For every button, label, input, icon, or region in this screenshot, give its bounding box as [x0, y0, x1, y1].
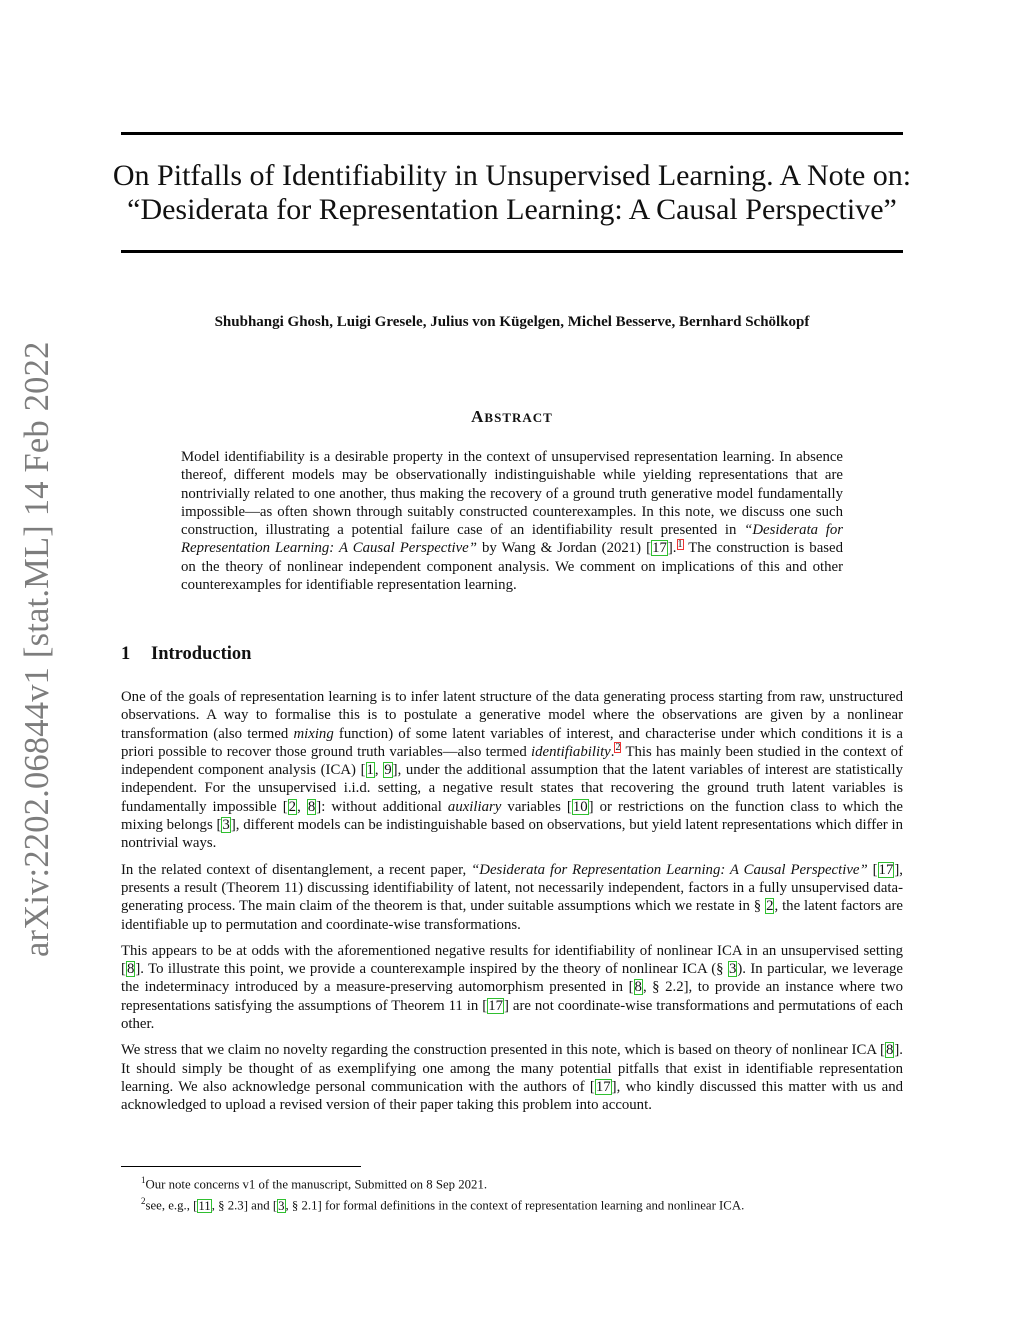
- abstract-segment: ].: [667, 540, 677, 557]
- paragraph-3: This appears to be at odds with the aforementioned negative results for identifiability of nonlinear ICA in an unsupervised setting [8]. To illustrate this point, we provide a counterexample inspired by the theory of nonlinear ICA (§ 3). In particular, we leverage the indeterminacy introduced by a measure-preserving automorphism presented in [8, § 2.2], to provide an instance where two representations satisfying the assumptions of Theorem 11 in [17] are not coordinate-wise transformations and permutations of each other.: [121, 942, 903, 1033]
- section-heading-introduction: [121, 644, 251, 665]
- abstract-text: [181, 448, 843, 594]
- footnote-1: $^1$Our note concerns v1 of the manuscript, Submitted on 8 Sep 2021.: [141, 1175, 488, 1192]
- title-top-rule: [121, 132, 903, 135]
- abstract-cited-title: “Desiderata for Representation Learning: A Causal Perspective”: [181, 522, 843, 557]
- paper-title-line-2: “Desiderata for Representation Learning: A Causal Perspective”: [127, 193, 897, 226]
- citation-link[interactable]: 17: [595, 1078, 611, 1095]
- footnotes: [121, 1172, 903, 1215]
- footnote-ref-2[interactable]: 2: [615, 741, 621, 753]
- abstract-heading-rest: BSTRACT: [484, 410, 553, 425]
- footnote-2: $^2$see, e.g., [11, § 2.3] and [3, § 2.1] for formal definitions in the context of representation learning and nonlinear ICA.: [141, 1196, 745, 1213]
- emphasis-auxiliary: auxiliary: [447, 798, 502, 815]
- author-list: Shubhangi Ghosh, Luigi Gresele, Julius von Kügelgen, Michel Besserve, Bernhard Schölkopf: [214, 314, 810, 330]
- emphasis-identifiability: identifiability: [531, 743, 611, 760]
- abstract-segment: by Wang & Jordan (2021) [: [476, 540, 652, 557]
- citation-link[interactable]: 17: [652, 540, 667, 557]
- paragraph-1: One of the goals of representation learning is to infer latent structure of the data generating process starting from raw, unstructured observations. A way to formalise this is to postulate a generative model where the observations are given by a nonlinear transformation (also termed mixing function) of some latent variables of interest, and characterise under which conditions it is a priori possible to recover those ground truth variables—also termed identifiability.$^2$ This has mainly been studied in the context of independent component analysis (ICA) [1, 9], under the additional assumption that the latent variables of interest are statistically independent. For the unsupervised i.i.d. setting, a negative result states that recovering the ground truth latent variables is fundamentally impossible [2, 8]: without additional auxiliary variables [10] or restrictions on the function class to which the mixing belongs [3], different models can be indistinguishable based on observations, but yield latent representations which differ in nontrivial ways.: [121, 689, 903, 852]
- citation-link[interactable]: 2: [288, 798, 297, 815]
- section-link[interactable]: 3: [728, 961, 737, 978]
- citation-link[interactable]: 1: [366, 762, 374, 779]
- abstract-segment: The construction is based on the theory of nonlinear independent component analysis. We comment on implications of this and other counterexamples for identifiable representation learning.: [181, 540, 843, 594]
- citation-link[interactable]: 3: [278, 1198, 285, 1213]
- citation-link[interactable]: 11: [198, 1198, 211, 1213]
- citation-link[interactable]: 8: [885, 1042, 894, 1059]
- paper-title-line-1: On Pitfalls of Identifiability in Unsupervised Learning. A Note on:: [112, 159, 912, 192]
- section-link[interactable]: 2: [766, 898, 774, 915]
- arxiv-identifier-stamp: arXiv:2202.06844v1 [stat.ML] 14 Feb 2022: [18, 341, 56, 957]
- paragraph-4: We stress that we claim no novelty regarding the construction presented in this note, which is based on theory of nonlinear ICA [8]. It should simply be thought of as exemplifying one among the many potential pitfalls that exist in identifiable representation learning. We also acknowledge personal communication with the authors of [17], who kindly discussed this matter with us and acknowledged to upload a revised version of their paper taking this problem into account.: [121, 1042, 903, 1114]
- paragraph-2: In the related context of disentanglement, a recent paper, “Desiderata for Representation Learning: A Causal Perspective” [17], presents a result (Theorem 11) discussing identifiability of latent, not necessarily independent, factors in a fully unsupervised data-generating process. The main claim of the theorem is that, under suitable assumptions which we restate in § 2, the latent factors are identifiable up to permutation and coordinate-wise transformations.: [121, 861, 903, 933]
- introduction-body: [121, 688, 903, 1123]
- citation-link[interactable]: 17: [488, 997, 503, 1014]
- cited-title: “Desiderata for Representation Learning: A Causal Perspective”: [471, 861, 868, 878]
- footnote-ref-1[interactable]: 1: [677, 538, 683, 550]
- citation-link[interactable]: 8: [307, 798, 316, 815]
- abstract-heading-initial: A: [471, 407, 485, 426]
- title-bottom-rule: [121, 250, 903, 253]
- section-title: Introduction: [151, 644, 252, 664]
- emphasis-mixing: mixing: [293, 725, 334, 742]
- citation-link[interactable]: 3: [222, 817, 230, 834]
- citation-link[interactable]: 17: [878, 861, 894, 878]
- section-number: 1: [121, 644, 131, 664]
- footnote-divider: [121, 1166, 361, 1167]
- citation-link[interactable]: 8: [126, 961, 135, 978]
- citation-link[interactable]: 10: [572, 798, 588, 815]
- citation-link[interactable]: 9: [384, 762, 392, 779]
- abstract-heading: [121, 407, 903, 427]
- paper-title: [100, 159, 924, 227]
- abstract-segment: Model identifiability is a desirable property in the context of unsupervised representation learning. In absence thereof, different models may be observationally indistinguishable while yielding representations that are nontrivially related to one another, thus making the recovery of a ground truth generative model fundamentally impossible—as often shown through suitably constructed counterexamples. In this note, we discuss one such construction, illustrating a potential failure case of an identifiability result presented in: [181, 449, 843, 539]
- citation-link[interactable]: 8: [634, 979, 642, 996]
